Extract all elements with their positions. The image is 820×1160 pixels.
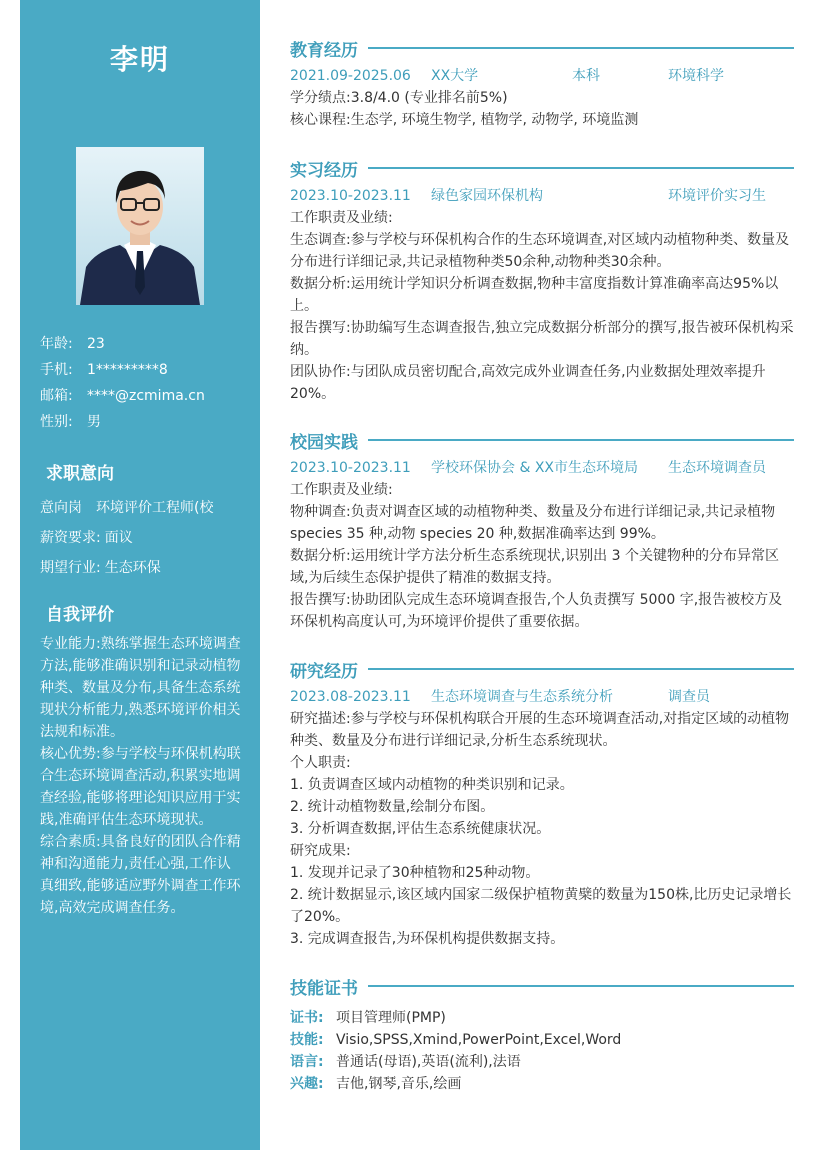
campus-org: 学校环保协会 & XX市生态环境局 bbox=[431, 460, 638, 476]
intent-industry: 期望行业: 生态环保 bbox=[40, 560, 161, 576]
research-heading: 研究经历 bbox=[290, 661, 358, 682]
education-meta bbox=[290, 65, 794, 87]
internship-line: 报告撰写:协助编写生态调查报告,独立完成数据分析部分的撰写,报告被环保机构采纳。 bbox=[290, 320, 794, 358]
internship-heading: 实习经历 bbox=[290, 160, 358, 181]
skill-interests: 兴趣: 吉他,钢琴,音乐,绘画 bbox=[290, 1076, 462, 1092]
research-line: 2. 统计数据显示,该区域内国家二级保护植物黄檗的数量为150株,比历史记录增长了20%。 bbox=[290, 887, 792, 925]
research-section bbox=[290, 656, 794, 950]
divider bbox=[368, 167, 794, 169]
campus-date: 2023.10-2023.11 bbox=[290, 460, 411, 476]
internship-org: 绿色家园环保机构 bbox=[431, 188, 543, 204]
campus-role: 生态环境调查员 bbox=[668, 460, 766, 476]
info-email: 邮箱: ****@zcmima.cn bbox=[40, 388, 205, 404]
sidebar bbox=[20, 0, 260, 1150]
self-eval-paragraph: 专业能力:熟练掌握生态环境调查方法,能够准确识别和记录动植物种类、数量及分布,具备生态系统现状分析能力,熟悉环境评价相关法规和标准。 bbox=[40, 636, 241, 740]
education-degree: 本科 bbox=[572, 68, 600, 84]
research-line: 研究描述:参与学校与环保机构联合开展的生态环境调查活动,对指定区域的动植物种类、数量及分布进行详细记录,分析生态系统现状。 bbox=[290, 711, 790, 749]
education-date: 2021.09-2025.06 bbox=[290, 68, 411, 84]
education-major: 环境科学 bbox=[668, 68, 724, 84]
internship-meta bbox=[290, 185, 794, 207]
campus-line: 工作职责及业绩: bbox=[290, 482, 393, 498]
intent-heading: 求职意向 bbox=[46, 464, 114, 484]
research-line: 个人职责: bbox=[290, 755, 351, 771]
intent-position: 意向岗 环境评价工程师(校 bbox=[40, 500, 214, 516]
divider bbox=[368, 47, 794, 49]
self-evaluation bbox=[40, 633, 244, 919]
job-intent bbox=[40, 497, 252, 587]
research-line: 2. 统计动植物数量,绘制分布图。 bbox=[290, 799, 495, 815]
education-line: 学分绩点:3.8/4.0 (专业排名前5%) bbox=[290, 90, 508, 106]
skill-tools: 技能: Visio,SPSS,Xmind,PowerPoint,Excel,Word bbox=[290, 1032, 622, 1048]
skill-certificate: 证书: 项目管理师(PMP) bbox=[290, 1010, 446, 1026]
skill-languages: 语言: 普通话(母语),英语(流利),法语 bbox=[290, 1054, 521, 1070]
research-line: 1. 负责调查区域内动植物的种类识别和记录。 bbox=[290, 777, 574, 793]
education-line: 核心课程:生态学, 环境生物学, 植物学, 动物学, 环境监测 bbox=[290, 112, 639, 128]
campus-heading: 校园实践 bbox=[290, 432, 358, 453]
portrait-photo bbox=[76, 147, 204, 305]
research-date: 2023.08-2023.11 bbox=[290, 689, 411, 705]
internship-line: 团队协作:与团队成员密切配合,高效完成外业调查任务,内业数据处理效率提升20%。 bbox=[290, 364, 766, 402]
skills-heading: 技能证书 bbox=[290, 978, 358, 999]
self-eval-heading: 自我评价 bbox=[46, 605, 114, 625]
divider bbox=[368, 985, 794, 987]
info-gender: 性别: 男 bbox=[40, 414, 101, 430]
internship-line: 工作职责及业绩: bbox=[290, 210, 393, 226]
research-line: 1. 发现并记录了30种植物和25种动物。 bbox=[290, 865, 540, 881]
skills-section bbox=[290, 973, 794, 1095]
intent-salary: 薪资要求: 面议 bbox=[40, 530, 133, 546]
internship-section bbox=[290, 155, 794, 405]
research-project: 生态环境调查与生态系统分析 bbox=[431, 689, 613, 705]
campus-line: 报告撰写:协助团队完成生态环境调查报告,个人负责撰写 5000 字,报告被校方及环保机构高度认可,为环境评价提供了重要依据。 bbox=[290, 592, 783, 630]
campus-section bbox=[290, 427, 794, 633]
campus-line: 物种调查:负责对调查区域的动植物种类、数量及分布进行详细记录,共记录植物 species 35 种,动物 species 20 种,数据准确率达到 99%。 bbox=[290, 504, 776, 542]
research-line: 3. 分析调查数据,评估生态系统健康状况。 bbox=[290, 821, 551, 837]
personal-info bbox=[40, 334, 250, 438]
internship-line: 生态调查:参与学校与环保机构合作的生态环境调查,对区域内动植物种类、数量及分布进行详细记录,共记录植物种类50余种,动物种类30余种。 bbox=[290, 232, 790, 270]
internship-role: 环境评价实习生 bbox=[668, 188, 766, 204]
research-line: 研究成果: bbox=[290, 843, 351, 859]
info-age: 年龄: 23 bbox=[40, 336, 105, 352]
research-line: 3. 完成调查报告,为环保机构提供数据支持。 bbox=[290, 931, 565, 947]
internship-line: 数据分析:运用统计学知识分析调查数据,物种丰富度指数计算准确率高达95%以上。 bbox=[290, 276, 779, 314]
research-meta bbox=[290, 686, 794, 708]
campus-line: 数据分析:运用统计学方法分析生态系统现状,识别出 3 个关键物种的分布异常区域,为后续生态保护提供了精准的数据支持。 bbox=[290, 548, 779, 586]
education-heading: 教育经历 bbox=[290, 40, 358, 61]
candidate-name: 李明 bbox=[109, 43, 170, 76]
divider bbox=[368, 439, 794, 441]
self-eval-paragraph: 综合素质:具备良好的团队合作精神和沟通能力,责任心强,工作认真细致,能够适应野外调查工作环境,高效完成调查任务。 bbox=[40, 834, 241, 916]
self-eval-paragraph: 核心优势:参与学校与环保机构联合生态环境调查活动,积累实地调查经验,能够将理论知识应用于实践,准确评估生态环境现状。 bbox=[40, 746, 241, 828]
info-phone: 手机: 1*********8 bbox=[40, 362, 168, 378]
education-school: XX大学 bbox=[431, 68, 479, 84]
divider bbox=[368, 668, 794, 670]
campus-meta bbox=[290, 457, 794, 479]
internship-date: 2023.10-2023.11 bbox=[290, 188, 411, 204]
education-section bbox=[290, 35, 794, 131]
research-role: 调查员 bbox=[668, 689, 710, 705]
